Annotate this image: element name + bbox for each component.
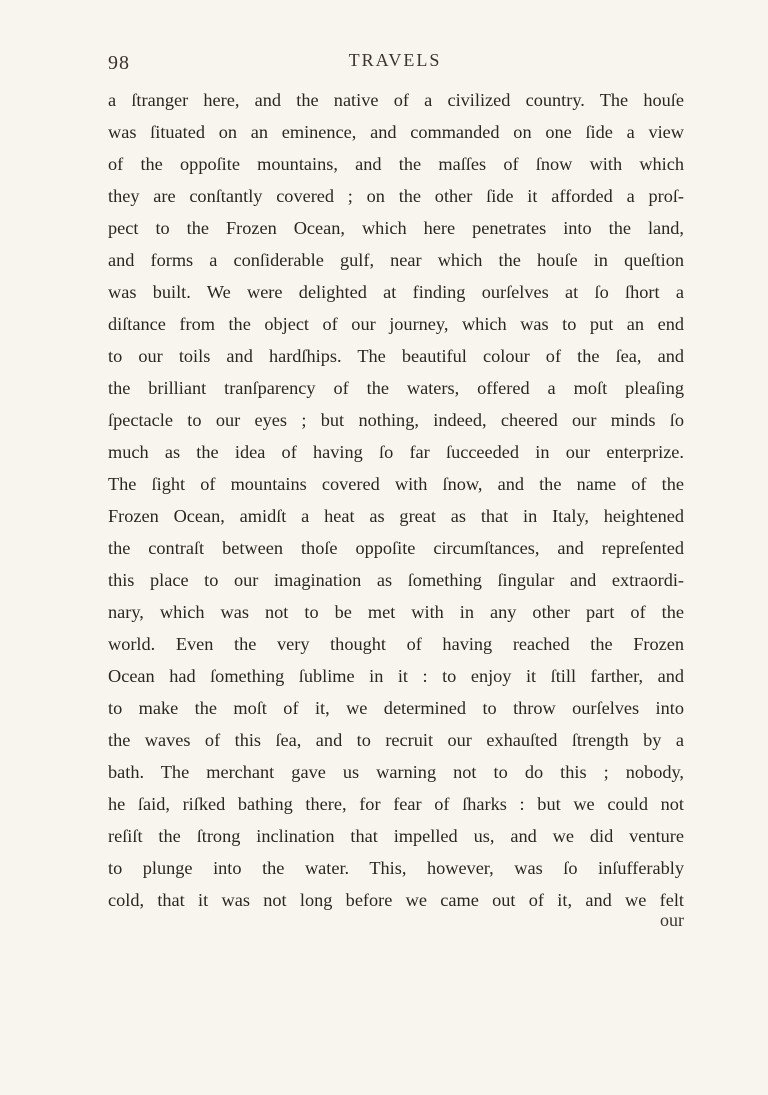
text-line: a ſtranger here, and the native of a civilized country. The houſe xyxy=(108,90,684,110)
text-line: cold, that it was not long before we came out of it, and we felt xyxy=(108,890,684,910)
text-line: they are conſtantly covered ; on the other ſide it afforded a proſ- xyxy=(108,186,684,206)
text-line: to plunge into the water. This, however, was ſo inſufferably xyxy=(108,858,684,878)
running-title: TRAVELS xyxy=(348,50,442,70)
text-line: reſiſt the ſtrong inclination that impelled us, and we did venture xyxy=(108,826,684,846)
text-line: was ſituated on an eminence, and commanded on one ſide a view xyxy=(108,122,684,142)
catchword: our xyxy=(660,910,684,930)
body-text xyxy=(108,84,684,916)
text-line: he ſaid, riſked bathing there, for fear of ſharks : but we could not xyxy=(108,794,684,814)
text-line: and forms a conſiderable gulf, near which the houſe in queſtion xyxy=(108,250,684,270)
text-line: bath. The merchant gave us warning not to do this ; nobody, xyxy=(108,762,684,782)
text-line: to make the moſt of it, we determined to throw ourſelves into xyxy=(108,698,684,718)
text-line: Frozen Ocean, amidſt a heat as great as that in Italy, heightened xyxy=(108,506,684,526)
text-line: ſpectacle to our eyes ; but nothing, indeed, cheered our minds ſo xyxy=(108,410,684,430)
text-line: the brilliant tranſparency of the waters, offered a moſt pleaſing xyxy=(108,378,684,398)
text-line: the contraſt between thoſe oppoſite circumſtances, and repreſented xyxy=(108,538,684,558)
text-line: of the oppoſite mountains, and the maſſes of ſnow with which xyxy=(108,154,684,174)
text-line: The ſight of mountains covered with ſnow, and the name of the xyxy=(108,474,684,494)
text-line: diſtance from the object of our journey, which was to put an end xyxy=(108,314,684,334)
text-line: this place to our imagination as ſomething ſingular and extraordi- xyxy=(108,570,684,590)
text-line: the waves of this ſea, and to recruit our exhauſted ſtrength by a xyxy=(108,730,684,750)
text-line: much as the idea of having ſo far ſucceeded in our enterprize. xyxy=(108,442,684,462)
text-line: Ocean had ſomething ſublime in it : to enjoy it ſtill farther, and xyxy=(108,666,684,686)
text-line: to our toils and hardſhips. The beautiful colour of the ſea, and xyxy=(108,346,684,366)
text-line: was built. We were delighted at finding ourſelves at ſo ſhort a xyxy=(108,282,684,302)
text-line: nary, which was not to be met with in any other part of the xyxy=(108,602,684,622)
text-line: pect to the Frozen Ocean, which here penetrates into the land, xyxy=(108,218,684,238)
text-line: world. Even the very thought of having reached the Frozen xyxy=(108,634,684,654)
page-number: 98 xyxy=(108,52,130,74)
